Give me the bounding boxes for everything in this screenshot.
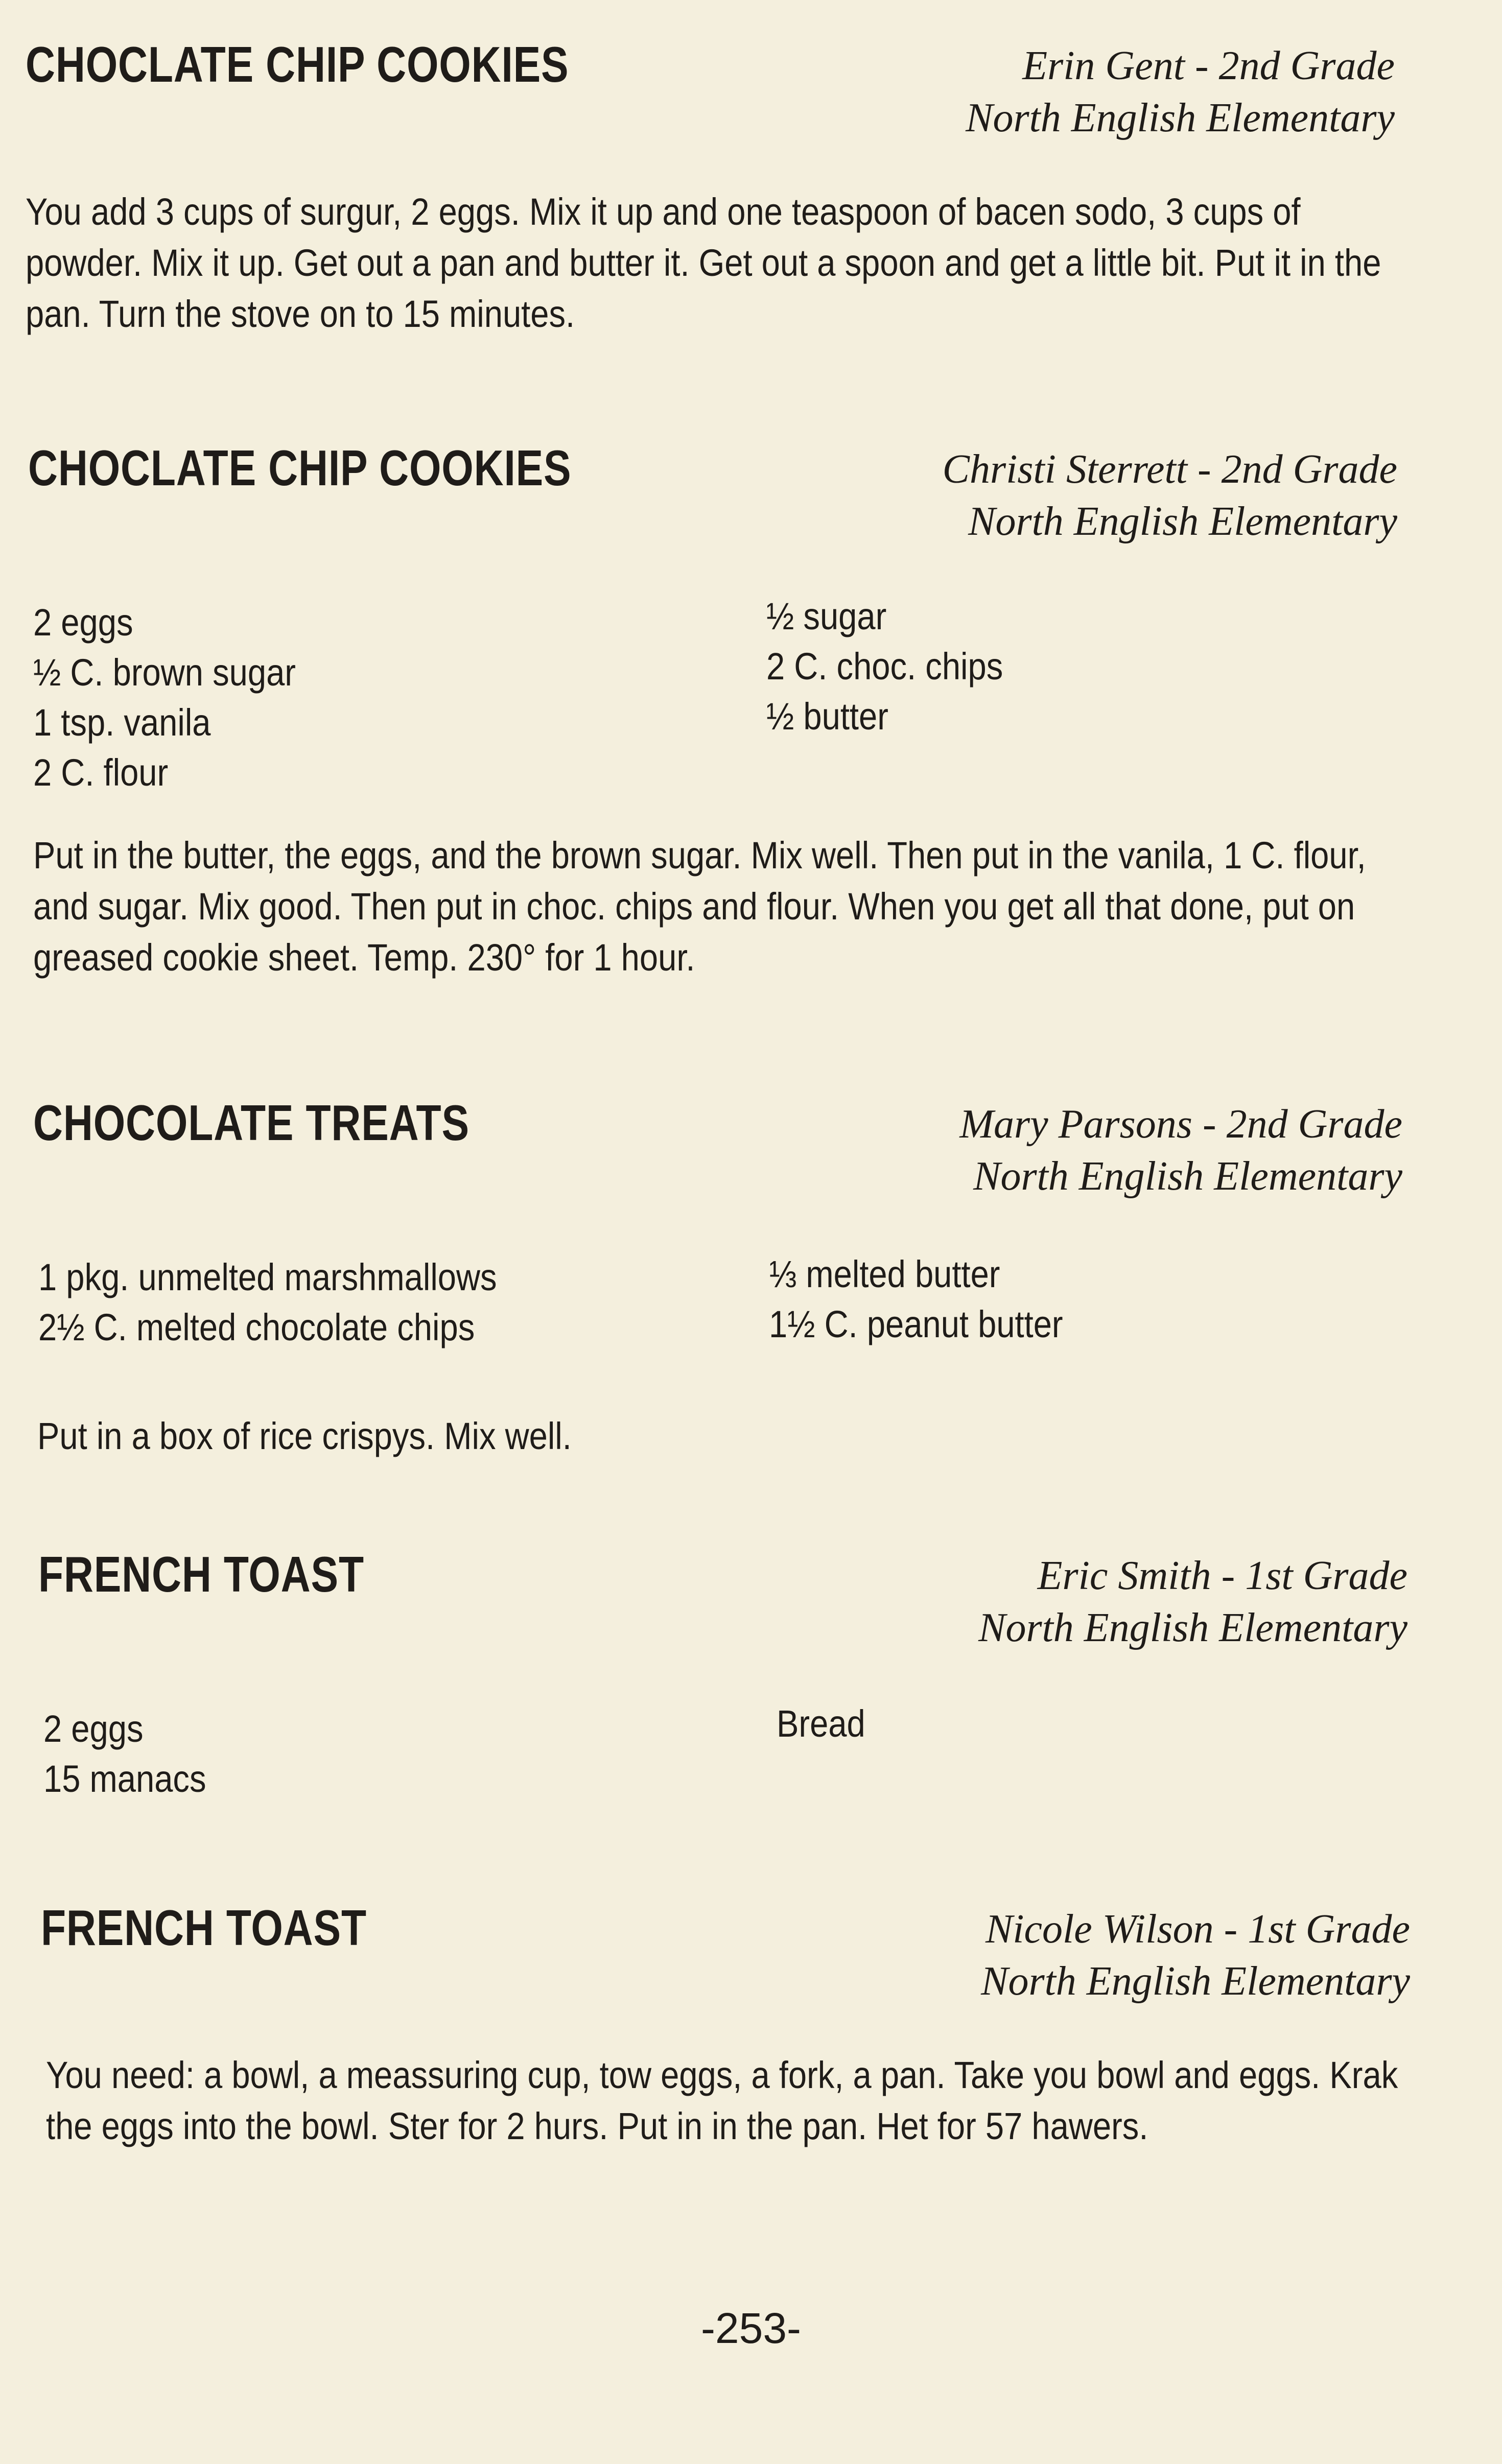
author-line: Christi Sterrett - 2nd Grade — [942, 447, 1397, 492]
ingredient-column-left — [38, 1252, 497, 1353]
recipe-byline — [966, 40, 1395, 144]
ingredient-column-right — [769, 1249, 1063, 1349]
author-line: Mary Parsons - 2nd Grade — [959, 1102, 1402, 1147]
recipe-christi-sterrett — [28, 424, 1397, 983]
recipe-header — [28, 424, 1397, 544]
author-line: Nicole Wilson - 1st Grade — [985, 1907, 1410, 1952]
recipe-header — [38, 1530, 1407, 1650]
recipe-byline — [943, 443, 1397, 548]
school-line: North English Elementary — [966, 96, 1395, 140]
ingredient-item: 1½ C. peanut butter — [769, 1303, 1063, 1345]
recipe-erin-gent — [26, 20, 1395, 340]
recipe-directions: You need: a bowl, a meassuring cup, tow eggs, a fork, a pan. Take you bowl and eggs. Krak the eggs into the bowl. Ster for 2 hurs. Put in in the pan. Het for 57 hawers. — [46, 2054, 1398, 2147]
ingredient-item: 1 tsp. vanila — [33, 701, 211, 744]
ingredient-item: 2½ C. melted chocolate chips — [38, 1306, 475, 1348]
ingredient-list — [38, 1704, 1407, 1806]
recipe-directions: Put in a box of rice crispys. Mix well. — [37, 1415, 572, 1457]
school-line: North English Elementary — [981, 1959, 1410, 2004]
recipe-byline — [959, 1098, 1402, 1202]
ingredient-item: ½ sugar — [766, 595, 887, 637]
ingredient-item: 2 C. flour — [33, 751, 169, 794]
recipe-directions: Put in the butter, the eggs, and the brown sugar. Mix well. Then put in the vanila, 1 C. flour, and sugar. Mix good. Then put in choc. chips and flour. When you get all that done, put on greased cookie sheet. Temp. 230° for 1 hour. — [33, 834, 1366, 979]
ingredient-item: 2 C. choc. chips — [766, 645, 1003, 688]
ingredient-item: ½ C. brown sugar — [33, 651, 296, 694]
recipe-eric-smith — [38, 1530, 1407, 1806]
author-line: Eric Smith - 1st Grade — [1037, 1553, 1407, 1598]
ingredient-item: 15 manacs — [43, 1758, 206, 1800]
ingredient-item: 2 eggs — [43, 1708, 144, 1750]
ingredient-item: 1 pkg. unmelted marshmallows — [38, 1256, 497, 1298]
ingredient-list — [28, 595, 1397, 802]
ingredient-item: ⅓ melted butter — [769, 1253, 1000, 1295]
ingredient-column-left — [43, 1704, 206, 1804]
ingredient-column-right — [766, 591, 1003, 742]
recipe-byline — [981, 1903, 1410, 2007]
ingredient-column-left — [33, 598, 296, 798]
ingredient-item: 2 eggs — [33, 601, 133, 644]
page-number: -253- — [700, 2304, 802, 2352]
recipe-header — [26, 20, 1395, 140]
ingredient-item: Bread — [777, 1702, 865, 1745]
school-line: North English Elementary — [973, 1154, 1402, 1199]
recipe-directions: You add 3 cups of surgur, 2 eggs. Mix it up and one teaspoon of bacen sodo, 3 cups of powder. Mix it up. Get out a pan and butter it. Get out a spoon and get a little bit. Put it in the pan. Turn the stove on to 15 minutes. — [26, 191, 1381, 335]
recipe-header — [41, 1884, 1410, 2004]
ingredient-item: ½ butter — [766, 695, 888, 738]
ingredient-list — [33, 1252, 1402, 1355]
author-line: Erin Gent - 2nd Grade — [1022, 43, 1395, 88]
school-line: North English Elementary — [968, 499, 1397, 544]
recipe-byline — [978, 1550, 1407, 1654]
recipe-nicole-wilson — [41, 1884, 1410, 2152]
recipe-title: CHOCOLATE TREATS — [33, 1095, 470, 1151]
recipe-title: CHOCLATE CHIP COOKIES — [26, 36, 569, 92]
recipe-title: FRENCH TOAST — [38, 1546, 364, 1602]
recipe-title: FRENCH TOAST — [41, 1900, 367, 1956]
recipe-mary-parsons — [33, 1079, 1402, 1462]
recipe-title: CHOCLATE CHIP COOKIES — [28, 440, 572, 496]
ingredient-column-right — [777, 1699, 865, 1749]
school-line: North English Elementary — [978, 1605, 1407, 1650]
recipe-header — [33, 1079, 1402, 1199]
